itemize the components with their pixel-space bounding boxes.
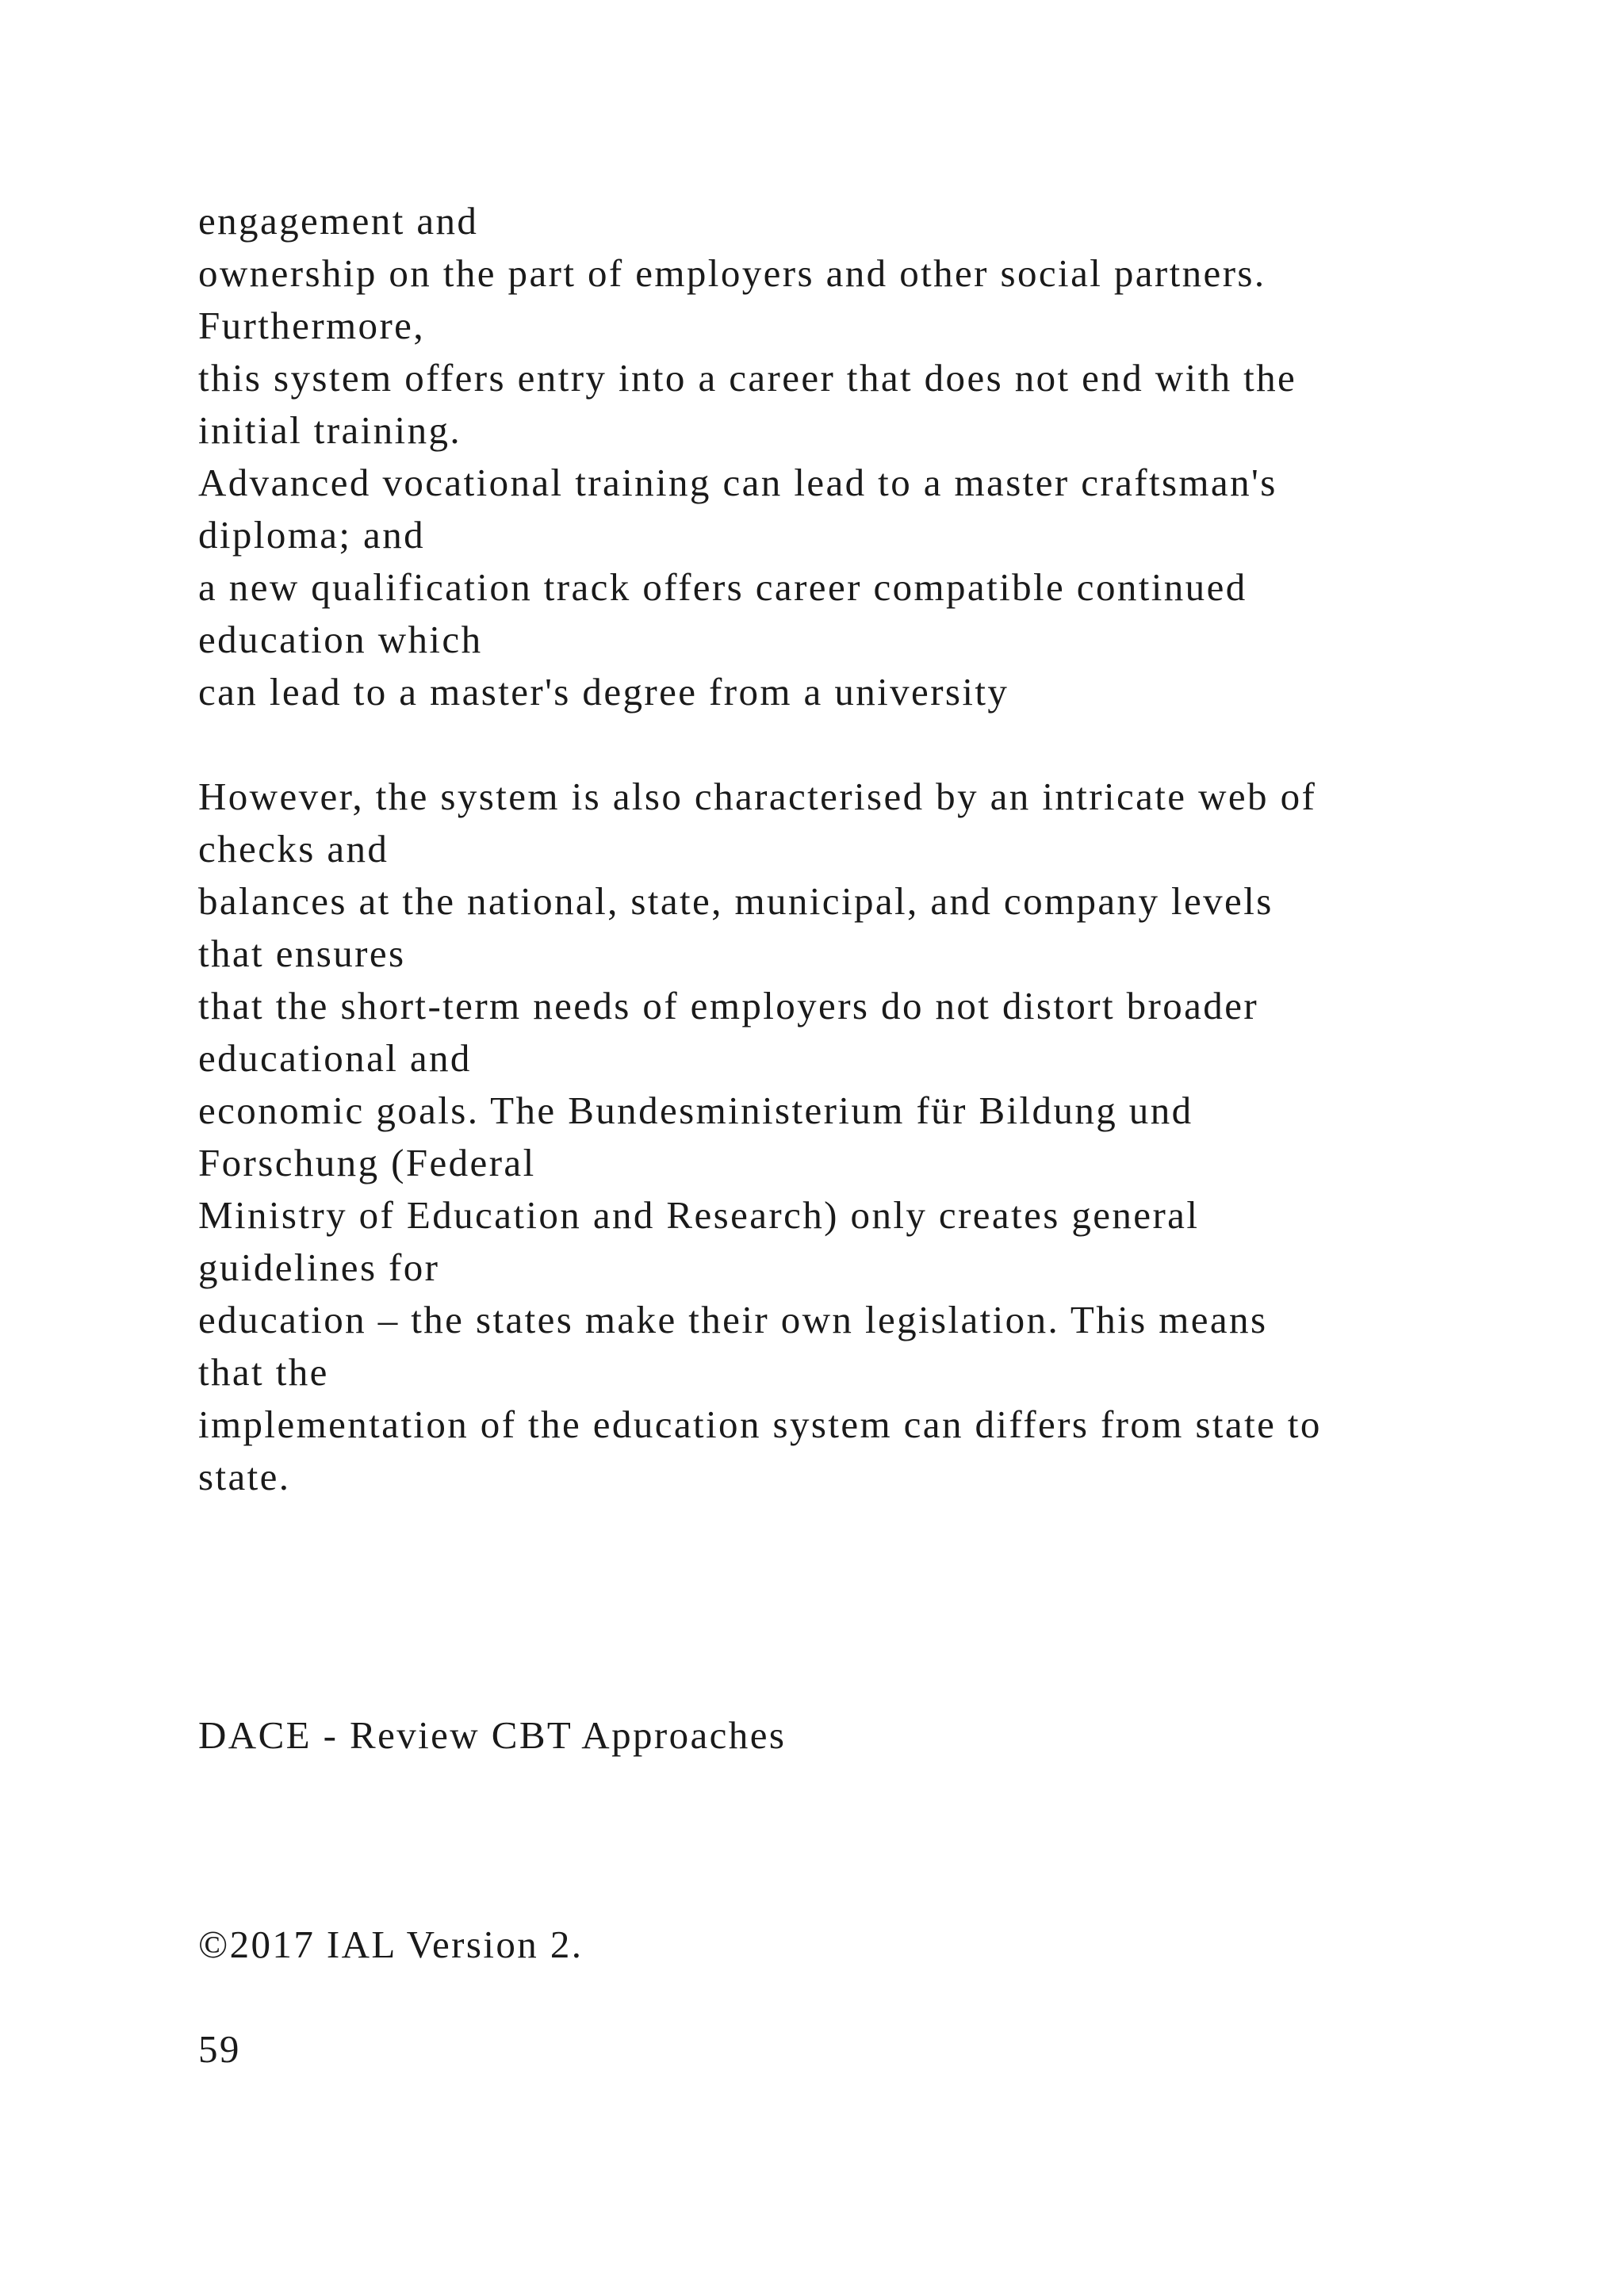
text-line: diploma; and (198, 513, 426, 557)
text-line: ownership on the part of employers and other social partners. (198, 251, 1266, 295)
text-line: state. (198, 1455, 291, 1498)
text-line: Furthermore, (198, 304, 425, 347)
text-line: educational and (198, 1036, 472, 1080)
copyright-notice: ©2017 IAL Version 2. (198, 1923, 584, 1966)
text-line: Forschung (Federal (198, 1141, 536, 1184)
text-line: engagement and (198, 199, 479, 243)
page-number: 59 (198, 2027, 241, 2071)
text-line: Advanced vocational training can lead to a master craftsman's (198, 461, 1277, 504)
text-line: Ministry of Education and Research) only creates general (198, 1193, 1200, 1237)
text-line: that the short-term needs of employers do not distort broader (198, 984, 1259, 1027)
text-line: checks and (198, 827, 389, 871)
text-line: that the (198, 1350, 329, 1394)
text-line: economic goals. The Bundesministerium für Bildung und (198, 1089, 1193, 1132)
text-line: balances at the national, state, municipal, and company levels (198, 879, 1274, 923)
text-line: implementation of the education system can differs from state to (198, 1402, 1322, 1446)
text-line: this system offers entry into a career that does not end with the (198, 356, 1297, 400)
text-line: that ensures (198, 932, 406, 975)
course-title: DACE - Review CBT Approaches (198, 1713, 787, 1757)
text-line: education which (198, 618, 483, 661)
text-line: a new qualification track offers career compatible continued (198, 565, 1247, 609)
text-line: education – the states make their own legislation. This means (198, 1298, 1268, 1341)
text-line: However, the system is also characterised by an intricate web of (198, 775, 1317, 818)
text-line: can lead to a master's degree from a university (198, 670, 1009, 714)
text-line: initial training. (198, 408, 462, 452)
text-line: guidelines for (198, 1246, 440, 1289)
